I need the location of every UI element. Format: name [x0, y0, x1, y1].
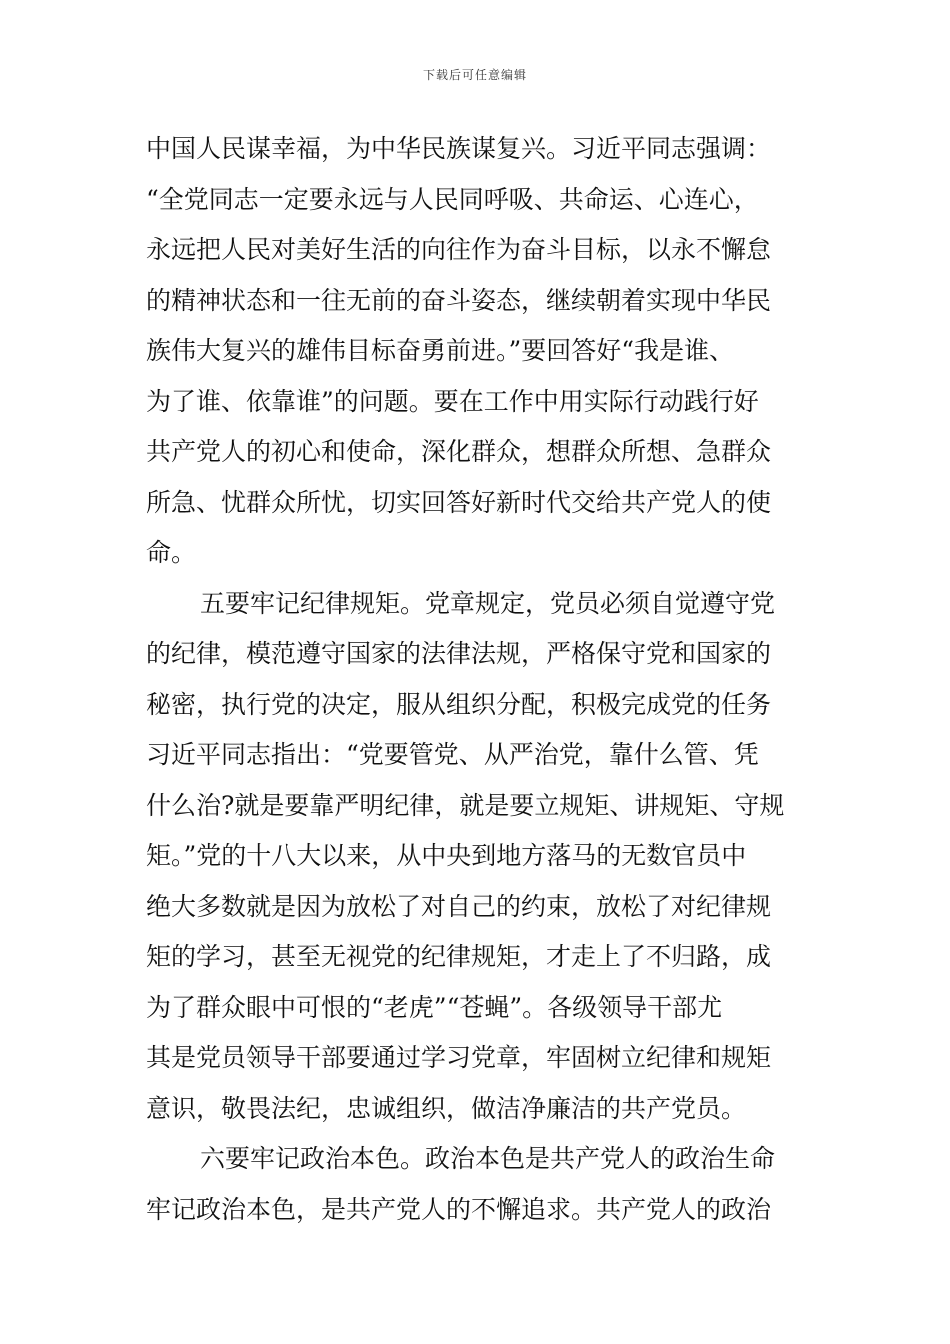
text-line: 为了群众眼中可恨的“老虎”“苍蝇”。各级领导干部尤: [146, 992, 723, 1022]
text-line: 绝大多数就是因为放松了对自己的约束，放松了对纪律规: [146, 891, 772, 921]
document-body: [146, 124, 810, 1235]
text-line: 族伟大复兴的雄伟目标奋勇前进。”要回答好“我是谁、: [146, 336, 735, 365]
text-line: 意识，敬畏法纪，忠诚组织，做洁净廉洁的共产党员。: [146, 1093, 747, 1123]
paragraph-start-line: 五要牢记纪律规矩。党章规定，党员必须自觉遵守党: [200, 588, 776, 618]
text-line: 秘密，执行党的决定，服从组织分配，积极完成党的任务: [146, 689, 772, 719]
text-line: 命。: [146, 538, 197, 567]
text-line: 什么治?就是要靠严明纪律，就是要立规矩、讲规矩、守规: [146, 790, 785, 820]
text-line: 共产党人的初心和使命，深化群众，想群众所想、急群众: [146, 437, 772, 466]
text-line: 中国人民谋幸福，为中华民族谋复兴。习近平同志强调：: [146, 134, 772, 163]
text-line: 矩的学习，甚至无视党的纪律规矩，才走上了不归路，成: [146, 942, 772, 971]
text-line: 习近平同志指出：“党要管党、从严治党，靠什么管、凭: [146, 740, 759, 769]
text-line: 牢记政治本色，是共产党人的不懈追求。共产党人的政治: [146, 1194, 772, 1224]
text-line: 永远把人民对美好生活的向往作为奋斗目标，以永不懈怠: [146, 235, 772, 264]
text-line: 为了谁、依靠谁”的问题。要在工作中用实际行动践行好: [146, 386, 759, 416]
text-line: 矩。”党的十八大以来，从中央到地方落马的无数官员中: [146, 841, 747, 870]
text-line: 所急、忧群众所忧，切实回答好新时代交给共产党人的使: [146, 487, 772, 517]
text-line: 其是党员领导干部要通过学习党章，牢固树立纪律和规矩: [146, 1043, 772, 1072]
text-line: “全党同志一定要永远与人民同呼吸、共命运、心连心，: [146, 184, 759, 214]
text-line: 的纪律，模范遵守国家的法律法规，严格保守党和国家的: [146, 639, 772, 668]
text-line: 的精神状态和一往无前的奋斗姿态，继续朝着实现中华民: [146, 285, 772, 315]
page-header: 下载后可任意编辑: [422, 68, 527, 82]
paragraph-start-line: 六要牢记政治本色。政治本色是共产党人的政治生命: [200, 1144, 776, 1173]
